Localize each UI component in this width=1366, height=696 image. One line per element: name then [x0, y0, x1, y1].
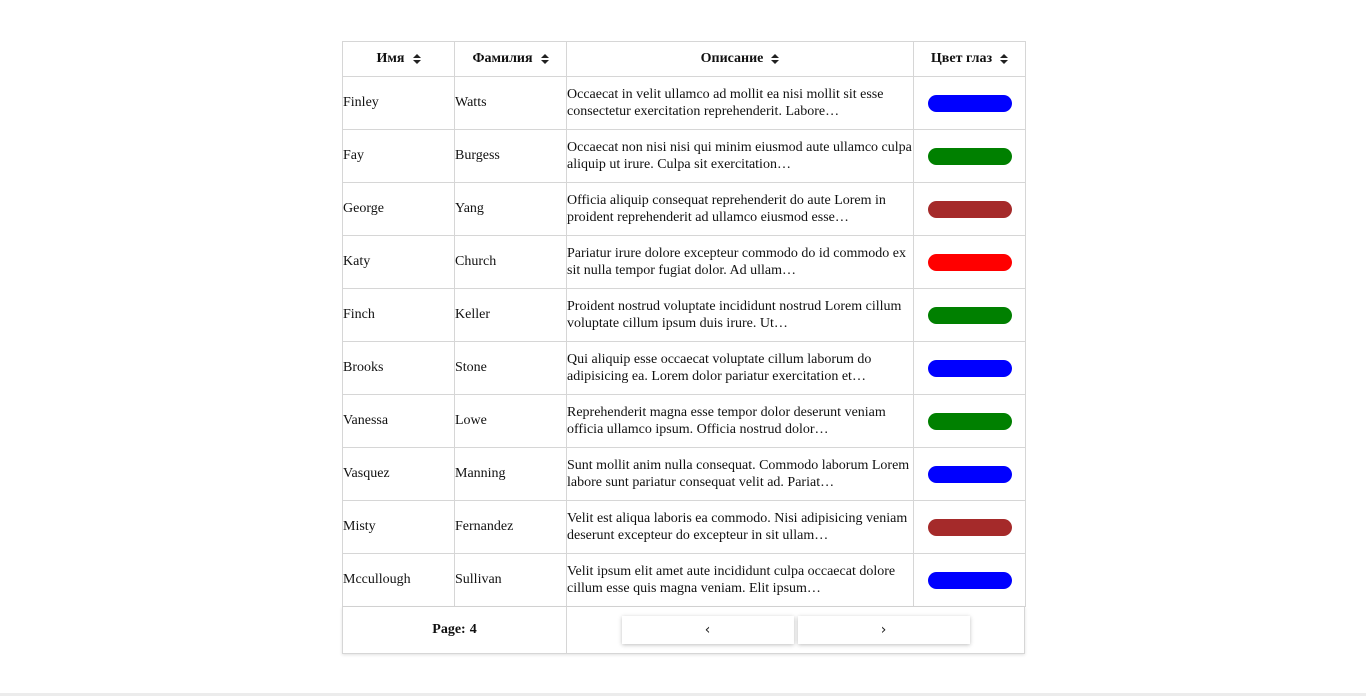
eye-color-swatch — [928, 148, 1012, 165]
eye-color-cell — [914, 236, 1026, 289]
sort-icon[interactable] — [771, 53, 779, 65]
table-row — [343, 448, 1026, 501]
table-row — [343, 183, 1026, 236]
table-row — [343, 77, 1026, 130]
next-page-button[interactable] — [798, 616, 970, 644]
eye-color-cell — [914, 501, 1026, 554]
description-cell — [567, 395, 914, 448]
description-cell — [567, 342, 914, 395]
column-header-label: Описание — [700, 51, 764, 66]
last-name-cell: Church — [455, 236, 567, 289]
first-name-cell: Finley — [343, 77, 455, 130]
eye-color-swatch — [928, 466, 1012, 483]
description-cell — [567, 183, 914, 236]
first-name-cell: Vanessa — [343, 395, 455, 448]
description-text: Pariatur irure dolore excepteur commodo do id commodo ex sit nulla tempor fugiat dolor. Ad ullam… — [567, 246, 907, 278]
page-label: Page: — [432, 622, 466, 637]
first-name-cell: George — [343, 183, 455, 236]
description-cell — [567, 501, 914, 554]
people-table — [342, 41, 1026, 607]
last-name-cell: Lowe — [455, 395, 567, 448]
table-header-row — [343, 42, 1026, 77]
description-cell — [567, 554, 914, 607]
last-name-cell: Sullivan — [455, 554, 567, 607]
description-text: Occaecat non nisi nisi qui minim eiusmod aute ullamco culpa aliquip ut irure. Culpa sit exercitation… — [567, 140, 912, 172]
eye-color-cell — [914, 554, 1026, 607]
column-header-eye-color[interactable] — [914, 42, 1026, 77]
column-header-description[interactable] — [567, 42, 914, 77]
description-text: Velit est aliqua laboris ea commodo. Nisi adipisicing veniam deserunt excepteur do excepteur in sit ullam… — [567, 511, 908, 543]
last-name-cell: Manning — [455, 448, 567, 501]
last-name-cell: Keller — [455, 289, 567, 342]
last-name-cell: Burgess — [455, 130, 567, 183]
eye-color-swatch — [928, 201, 1012, 218]
table-body — [343, 77, 1026, 607]
column-header-first-name[interactable] — [343, 42, 455, 77]
chevron-left-icon: ‹ — [704, 622, 711, 638]
description-cell — [567, 289, 914, 342]
chevron-right-icon: › — [880, 622, 887, 638]
eye-color-cell — [914, 183, 1026, 236]
description-text: Reprehenderit magna esse tempor dolor deserunt veniam officia ullamco ipsum. Officia nostrud dolor… — [567, 405, 886, 437]
page-indicator — [343, 607, 567, 653]
prev-page-button[interactable] — [622, 616, 794, 644]
eye-color-swatch — [928, 572, 1012, 589]
description-text: Officia aliquip consequat reprehenderit do aute Lorem in proident reprehenderit ad ullamco eiusmod esse… — [567, 193, 886, 225]
table-row — [343, 236, 1026, 289]
table-row — [343, 501, 1026, 554]
first-name-cell: Vasquez — [343, 448, 455, 501]
last-name-cell: Watts — [455, 77, 567, 130]
eye-color-swatch — [928, 307, 1012, 324]
eye-color-swatch — [928, 413, 1012, 430]
last-name-cell: Fernandez — [455, 501, 567, 554]
pagination-bar — [342, 607, 1025, 654]
eye-color-swatch — [928, 95, 1012, 112]
description-text: Sunt mollit anim nulla consequat. Commodo laborum Lorem labore sunt pariatur consequat velit ad. Pariat… — [567, 458, 910, 490]
description-text: Qui aliquip esse occaecat voluptate cillum laborum do adipisicing ea. Lorem dolor pariatur exercitation et… — [567, 352, 872, 384]
first-name-cell: Finch — [343, 289, 455, 342]
description-text: Occaecat in velit ullamco ad mollit ea nisi mollit sit esse consectetur exercitation reprehenderit. Labore… — [567, 87, 884, 119]
eye-color-cell — [914, 77, 1026, 130]
eye-color-cell — [914, 342, 1026, 395]
first-name-cell: Brooks — [343, 342, 455, 395]
eye-color-cell — [914, 289, 1026, 342]
description-text: Proident nostrud voluptate incididunt nostrud Lorem cillum voluptate cillum ipsum duis irure. Ut… — [567, 299, 902, 331]
eye-color-swatch — [928, 360, 1012, 377]
table-row — [343, 289, 1026, 342]
description-cell — [567, 130, 914, 183]
table-row — [343, 554, 1026, 607]
sort-icon[interactable] — [1000, 53, 1008, 65]
table-row — [343, 342, 1026, 395]
eye-color-swatch — [928, 519, 1012, 536]
eye-color-cell — [914, 395, 1026, 448]
eye-color-cell — [914, 448, 1026, 501]
first-name-cell: Misty — [343, 501, 455, 554]
table-row — [343, 130, 1026, 183]
column-header-label: Фамилия — [472, 51, 533, 66]
last-name-cell: Yang — [455, 183, 567, 236]
column-header-label: Цвет глаз — [930, 51, 993, 66]
table-row — [343, 395, 1026, 448]
eye-color-cell — [914, 130, 1026, 183]
column-header-last-name[interactable] — [455, 42, 567, 77]
description-text: Velit ipsum elit amet aute incididunt culpa occaecat dolore cillum esse quis magna veniam. Elit ipsum… — [567, 564, 896, 596]
column-header-label: Имя — [376, 51, 405, 66]
page-number: 4 — [469, 622, 477, 637]
sort-icon[interactable] — [413, 53, 421, 65]
description-cell — [567, 448, 914, 501]
pagination-controls — [567, 607, 1024, 653]
first-name-cell: Fay — [343, 130, 455, 183]
first-name-cell: Mccullough — [343, 554, 455, 607]
last-name-cell: Stone — [455, 342, 567, 395]
description-cell — [567, 236, 914, 289]
data-table-container — [342, 41, 1025, 654]
sort-icon[interactable] — [541, 53, 549, 65]
first-name-cell: Katy — [343, 236, 455, 289]
eye-color-swatch — [928, 254, 1012, 271]
description-cell — [567, 77, 914, 130]
